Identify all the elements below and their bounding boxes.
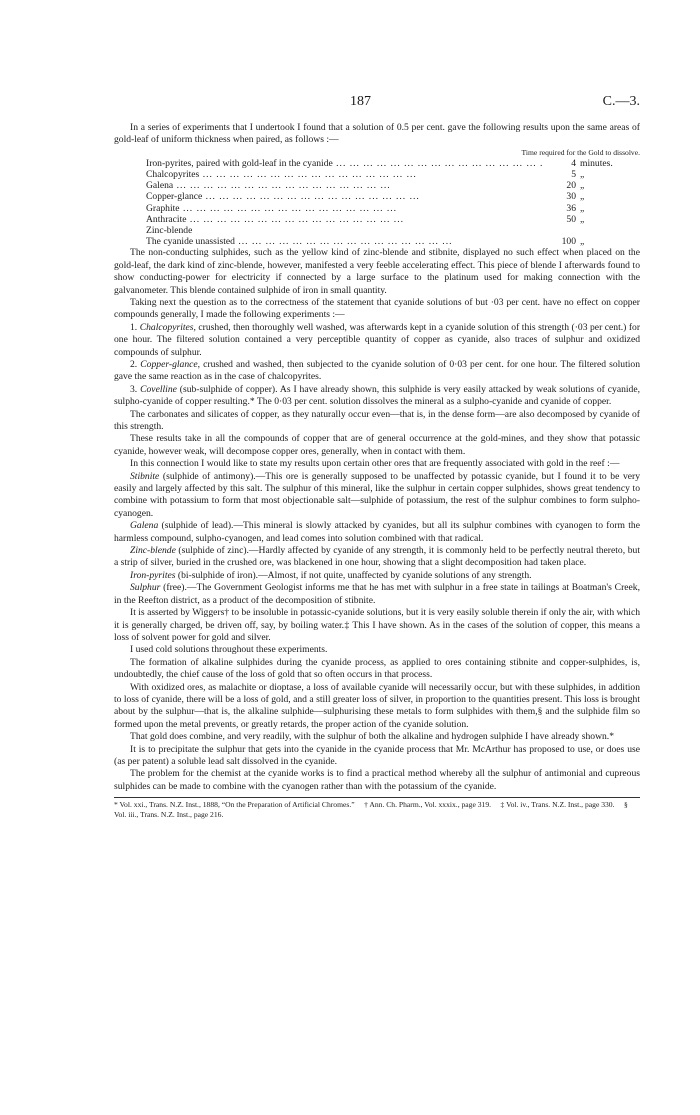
mineral-name: Copper-glance [140, 358, 198, 370]
paragraph [114, 458, 640, 470]
table-rows [146, 158, 640, 248]
paragraph-number: 3. [130, 383, 141, 395]
paragraph-text: Taking next the question as to the correctness of the statement that cyanide solutions of but ·03 per cent. have no effect on copper compounds generally, I made the following experiments :— [114, 296, 640, 321]
paragraph [114, 359, 640, 384]
paragraph-text: The carbonates and silicates of copper, as they naturally occur even—that is, in the dense form—are also decomposed by cyanide of this strength. [114, 408, 640, 432]
footnote: ‡ Vol. iv., Trans. N.Z. Inst., page 330. [500, 800, 615, 810]
paragraph [114, 384, 640, 409]
time-value: 5 [571, 169, 576, 180]
time-unit: „ [580, 202, 585, 214]
table-row [146, 191, 640, 202]
paragraph [114, 744, 640, 769]
paragraph [114, 657, 640, 682]
mineral-name: Chalcopyrites [139, 321, 194, 333]
paragraph [114, 471, 640, 521]
paragraph-text: That gold does combine, and very readily, with the sulphur of both the alkaline and hydrogen sulphide I have already shown.* [130, 731, 615, 743]
paragraph [114, 409, 640, 434]
section-reference: C.—3. [602, 94, 640, 109]
paragraph [114, 768, 640, 793]
paragraph [114, 433, 640, 458]
paragraph [114, 731, 640, 743]
table-row [146, 158, 640, 169]
paragraph-text: (sulphide of antimony).—This ore is generally supposed to be unaffected by potassic cyanide, but I found it to be very easily and largely affected by this salt. The sulphur of this mineral, like the sulphur in certain copper sulphides, shows great tendency to combine with potassium to form that most objectionable salt—sulphide of potassium, the rest of the sulphur combines to form sulpho-cyanogen. [114, 470, 640, 519]
footnote: § Vol. iii., Trans. N.Z. Inst., page 216. [114, 800, 628, 820]
mineral-label: Iron-pyrites, paired with gold-leaf in the cyanide ... [146, 158, 542, 169]
paragraph-text: , crushed and washed, then subjected to the cyanide solution of 0·03 per cent. for one hour. The filtered solution gave the same reaction as in the case of chalcopyrites. [114, 358, 641, 383]
mineral-name: Galena [130, 520, 159, 532]
mineral-label: Zinc-blende [146, 224, 193, 236]
paragraph [114, 247, 640, 297]
table-row [146, 225, 640, 236]
mineral-label: Graphite ... [146, 203, 542, 214]
body-text [114, 247, 640, 793]
paragraph-text: The problem for the chemist at the cyanide works is to find a practical method whereby all the sulphur of antimonial and cupreous sulphides can be made to combine with the cyanogen rather than with the potassium of the cyanide. [114, 768, 640, 792]
paragraph-text: , crushed, then thoroughly well washed, was afterwards kept in a cyanide solution of this strength (·03 per cent.) for one hour. The filtered solution contained a very perceptible quantity of copper as cyanide, also traces of sulphur and oxidized compounds of sulphur. [114, 321, 641, 358]
mineral-name: Sulphur [130, 582, 161, 594]
paragraph [114, 644, 640, 656]
paragraph-text: It is to precipitate the sulphur that gets into the cyanide in the cyanide process that Mr. McArthur has proposed to use, or does use (as per patent) a soluble lead salt dissolved in the cyanide. [114, 743, 640, 767]
time-unit: „ [580, 180, 585, 192]
paragraph [114, 322, 640, 359]
time-value [542, 225, 580, 236]
paragraph-text: The formation of alkaline sulphides during the cyanide process, as applied to ores containing stibnite and copper-sulphides, is, undoubtedly, the chief cause of the loss of gold that so often occurs in that process. [114, 656, 640, 681]
time-value: 50 [566, 213, 576, 225]
paragraph-number: 2. [130, 358, 141, 370]
paragraph [114, 545, 640, 570]
mineral-label: Anthracite ... [146, 214, 542, 225]
time-unit: minutes. [580, 157, 613, 169]
table-row [146, 214, 640, 225]
paragraph [114, 570, 640, 582]
mineral-label: Galena ... [146, 180, 542, 191]
mineral-name: Zinc-blende [130, 545, 176, 557]
footnote: * Vol. xxi., Trans. N.Z. Inst., 1888, “On the Preparation of Artificial Chromes.” [114, 800, 355, 810]
table-row [146, 203, 640, 214]
time-value: 36 [566, 202, 576, 214]
paragraph-text: With oxidized ores, as malachite or dioptase, a loss of available cyanide will necessarily occur, but with these sulphides, in addition to loss of cyanide, there will be a loss of gold, and a still greater loss of silver, in proportion to the quantities present. This loss is brought about by the sulphur—that is, the alkaline sulphide—sulphurising these metals to form sulphides with them,§ and the sulphide film so formed upon the metal prevents, or greatly retards, the proper action of the cyanide solution. [114, 681, 640, 730]
table-column-header: Time required for the Gold to dissolve. [521, 147, 640, 157]
paragraph-text: (sulphide of zinc).—Hardly affected by cyanide of any strength, it is commonly held to be perfectly neutral thereto, but a strip of silver, buried in the crushed ore, was blackened in one hour, showing that a slight decomposition had taken place. [114, 545, 640, 569]
time-value: 30 [566, 191, 576, 203]
paragraph-text: These results take in all the compounds of copper that are of general occurrence at the gold-mines, and they show that potassic cyanide, however weak, will decompose copper ores, generally, when in contact with them. [114, 433, 640, 457]
mineral-label: Copper-glance ... [146, 191, 542, 202]
time-unit: „ [580, 169, 585, 180]
table-row [146, 169, 640, 180]
time-unit [580, 225, 640, 236]
mineral-name: Iron-pyrites [130, 569, 176, 581]
time-value: 20 [566, 180, 576, 192]
mineral-label: The cyanide unassisted ... [146, 236, 542, 247]
footnotes [114, 797, 640, 820]
mineral-label: Chalcopyrites ... [146, 169, 542, 180]
paragraph [114, 607, 640, 644]
dissolution-time-table [146, 147, 640, 248]
paragraph-text: It is asserted by Wiggers† to be insoluble in potassic-cyanide solutions, but it is very easily soluble therein if only the air, with which it is generally charged, be driven off, say, by boiling water.‡ This I have shown. As in the cases of the solution of copper, this means a loss of solvent power for gold and silver. [114, 607, 640, 643]
paragraph-text: I used cold solutions throughout these experiments. [130, 644, 328, 656]
time-unit: „ [580, 213, 585, 225]
time-unit: „ [580, 191, 585, 203]
paragraph-text: (sub-sulphide of copper). As I have already shown, this sulphide is very easily attacked by weak solutions of cyanide, sulpho-cyanide of copper resulting.* The 0·03 per cent. solution dissolves the mineral as a sulpho-cyanide and cyanide of copper. [114, 383, 640, 408]
paragraph [114, 297, 640, 322]
page-number: 187 [350, 94, 371, 109]
paragraph-text: In this connection I would like to state my results upon certain other ores that are frequently associated with gold in the reef :— [130, 458, 620, 470]
paragraph-text: The non-conducting sulphides, such as the yellow kind of zinc-blende and stibnite, displayed no such effect when placed on the gold-leaf, the dark kind of zinc-blende, however, manifested a very feeble accelerating effect. This piece of blende I afterwards found to show conducting-power for electricity if connected by a large surface to the platinum used for making connection with the galvanometer. This blende contained sulphide of iron in small quantity. [114, 247, 640, 296]
footnote: † Ann. Ch. Pharm., Vol. xxxix., page 319. [364, 800, 492, 810]
paragraph [114, 582, 640, 607]
time-value: 100 [561, 236, 576, 248]
table-row [146, 236, 640, 247]
paragraph [114, 682, 640, 732]
paragraph-text: (bi-sulphide of iron).—Almost, if not quite, unaffected by cyanide solutions of any strength. [175, 569, 532, 581]
paragraph-text: (free).—The Government Geologist informs me that he has met with sulphur in a free state in tailings at Boatman's Creek, in the Reefton district, as a product of the decomposition of stibnite. [114, 582, 640, 606]
mineral-name: Covelline [140, 383, 177, 395]
paragraph [114, 520, 640, 545]
paragraph-text: (sulphide of lead).—This mineral is slowly attacked by cyanides, but all its sulphur combines with cyanogen to form the harmless compound, sulpho-cyanogen, and lead comes into solution combined with that radical. [114, 520, 640, 544]
table-row [146, 180, 640, 191]
mineral-name: Stibnite [130, 470, 160, 482]
time-unit: „ [580, 236, 585, 248]
intro-paragraph: In a series of experiments that I undertook I found that a solution of 0.5 per cent. gave the following results upon the same areas of gold-leaf of uniform thickness when paired, as follows :— [114, 122, 640, 146]
time-value: 4 [571, 157, 576, 169]
paragraph-number: 1. [130, 321, 140, 333]
page-header [114, 96, 640, 122]
